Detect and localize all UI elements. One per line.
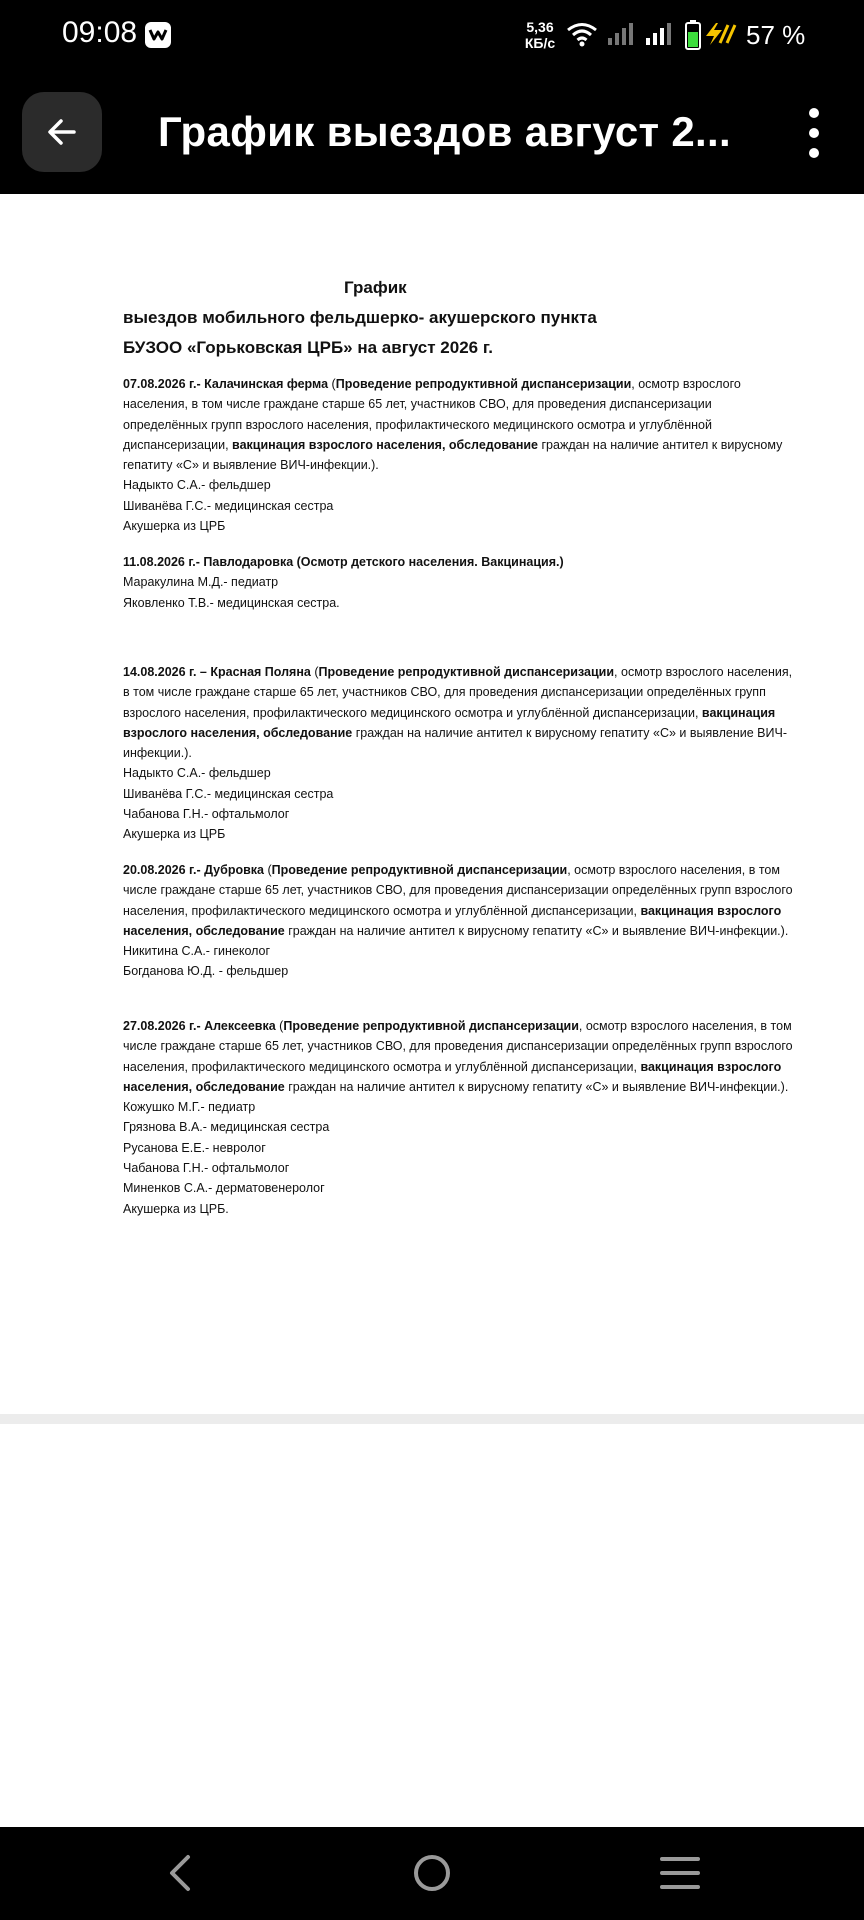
staff-member: Яковленко Т.В.- медицинская сестра.	[123, 595, 340, 610]
network-speed	[523, 19, 557, 51]
signal-icon	[645, 22, 673, 46]
schedule-description	[123, 860, 798, 941]
schedule-date: 11.08.2026 г.- Павлодаровка	[123, 555, 297, 569]
schedule-description	[123, 374, 798, 475]
paren: (	[314, 665, 319, 679]
page-separator	[0, 1414, 864, 1424]
schedule-entry	[123, 552, 798, 613]
program-title: (Осмотр детского населения. Вакцинация.)	[296, 555, 564, 569]
program-title: Проведение репродуктивной диспансеризации	[318, 665, 615, 679]
program-title: Проведение репродуктивной диспансеризации	[335, 377, 632, 391]
more-options-button[interactable]	[800, 106, 830, 160]
staff-member: Шиванёва Г.С.- медицинская сестра	[123, 786, 334, 801]
battery-percent: 57 %	[746, 20, 806, 50]
document-page[interactable]	[0, 194, 864, 1414]
charging-bolt-icon	[702, 22, 740, 46]
arrow-left-icon	[44, 114, 80, 150]
program-text: граждан на наличие антител к вирусному гепатиту «С» и выявление ВИЧ-инфекции.).	[284, 1079, 789, 1094]
staff-member: Чабанова Г.Н.- офтальмолог	[123, 807, 290, 822]
staff-member: Акушерка из ЦРБ	[123, 519, 226, 534]
nav-recents-icon[interactable]	[660, 1855, 700, 1891]
schedule-entry	[123, 662, 798, 845]
program-title: Проведение репродуктивной диспансеризации	[271, 863, 568, 877]
network-speed-value: 5,36	[526, 19, 554, 35]
status-bar	[0, 0, 864, 72]
schedule-description	[123, 662, 798, 763]
program-text: , осмотр взрослого населения, в том числе граждане старше 65 лет, участников СВО, для проведения диспансеризации определённых групп взрослого населения, профилактического медицинского осмотра и углублённой диспансеризации,	[123, 1019, 793, 1074]
paren: (	[331, 377, 336, 391]
staff-member: Богданова Ю.Д. - фельдшер	[123, 964, 289, 979]
network-speed-unit: КБ/с	[524, 35, 556, 51]
schedule-description	[123, 552, 798, 572]
program-text: , осмотр взрослого населения, в том числе граждане старше 65 лет, участников СВО, для проведения диспансеризации определённых групп взрослого населения, профилактического медицинского осмотра и углублённой диспансеризации,	[123, 863, 793, 918]
staff-member: Миненков С.А.- дерматовенеролог	[123, 1181, 325, 1196]
nav-back-icon[interactable]	[164, 1853, 198, 1893]
schedule-date: 20.08.2026 г.- Дубровка	[123, 863, 268, 877]
app-badge-icon	[145, 22, 171, 48]
vaccination-text: вакцинация взрослого населения, обследование	[123, 1059, 782, 1094]
program-text: , осмотр взрослого населения, в том числе граждане старше 65 лет, участников СВО, для проведения диспансеризации определённых групп взрослого населения, профилактического медицинского осмотра и углублённой диспансеризации,	[123, 665, 793, 720]
schedule-description	[123, 1016, 798, 1097]
schedule-entry	[123, 1016, 798, 1219]
document-subheading: выездов мобильного фельдшерко- акушерского пункта	[123, 308, 597, 327]
program-title: Проведение репродуктивной диспансеризации	[283, 1019, 579, 1033]
paren: (	[279, 1019, 284, 1033]
program-text: граждан на наличие антител к вирусному гепатиту «С» и выявление ВИЧ-инфекции.).	[284, 923, 789, 938]
more-vert-icon	[809, 108, 819, 118]
vaccination-text: вакцинация взрослого населения, обследование	[123, 705, 776, 740]
more-vert-icon	[809, 148, 819, 158]
schedule-date: 27.08.2026 г.- Алексеевка	[123, 1019, 280, 1033]
program-text: граждан на наличие антител к вирусному гепатиту «С» и выявление ВИЧ-инфекции.).	[123, 725, 787, 761]
wifi-icon	[566, 22, 598, 48]
staff-member: Грязнова В.А.- медицинская сестра	[123, 1120, 330, 1135]
app-bar	[0, 72, 864, 194]
document-subheading: БУЗОО «Горьковская ЦРБ» на август 2026 г.	[123, 338, 493, 357]
paren: (	[267, 863, 272, 877]
staff-member: Акушерка из ЦРБ.	[123, 1201, 229, 1216]
staff-member: Чабанова Г.Н.- офтальмолог	[123, 1161, 290, 1176]
staff-member: Никитина С.А.- гинеколог	[123, 944, 271, 959]
document-heading: График	[344, 278, 407, 297]
program-text: граждан на наличие антител к вирусному гепатиту «С» и выявление ВИЧ-инфекции.).	[123, 437, 783, 473]
back-button[interactable]	[22, 92, 102, 172]
vaccination-text: вакцинация взрослого населения, обследование	[123, 903, 782, 938]
battery-icon	[685, 20, 701, 50]
staff-member: Шиванёва Г.С.- медицинская сестра	[123, 498, 334, 513]
nav-home-icon[interactable]	[412, 1853, 452, 1893]
page-title: График выездов август 2...	[158, 108, 731, 155]
schedule-date: 07.08.2026 г.- Калачинская ферма	[123, 377, 332, 391]
staff-member: Маракулина М.Д.- педиатр	[123, 575, 279, 590]
staff-member: Акушерка из ЦРБ	[123, 827, 226, 842]
staff-member: Надыкто С.А.- фельдшер	[123, 478, 271, 493]
schedule-entry	[123, 860, 798, 982]
system-nav-bar	[0, 1827, 864, 1920]
more-vert-icon	[809, 128, 819, 138]
vaccination-text: вакцинация взрослого населения, обследование	[232, 437, 539, 452]
schedule-date: 14.08.2026 г. – Красная Поляна	[123, 665, 315, 679]
signal-icon	[607, 22, 635, 46]
staff-member: Русанова Е.Е.- невролог	[123, 1140, 266, 1155]
staff-member: Надыкто С.А.- фельдшер	[123, 766, 271, 781]
program-text: , осмотр взрослого населения, в том числе граждане старше 65 лет, участников СВО, для проведения диспансеризации определённых групп взрослого населения, профилактического медицинского осмотра и углублённой диспансеризации,	[123, 377, 741, 452]
schedule-entry	[123, 374, 798, 536]
staff-member: Кожушко М.Г.- педиатр	[123, 1100, 256, 1115]
status-time: 09:08	[62, 16, 138, 49]
